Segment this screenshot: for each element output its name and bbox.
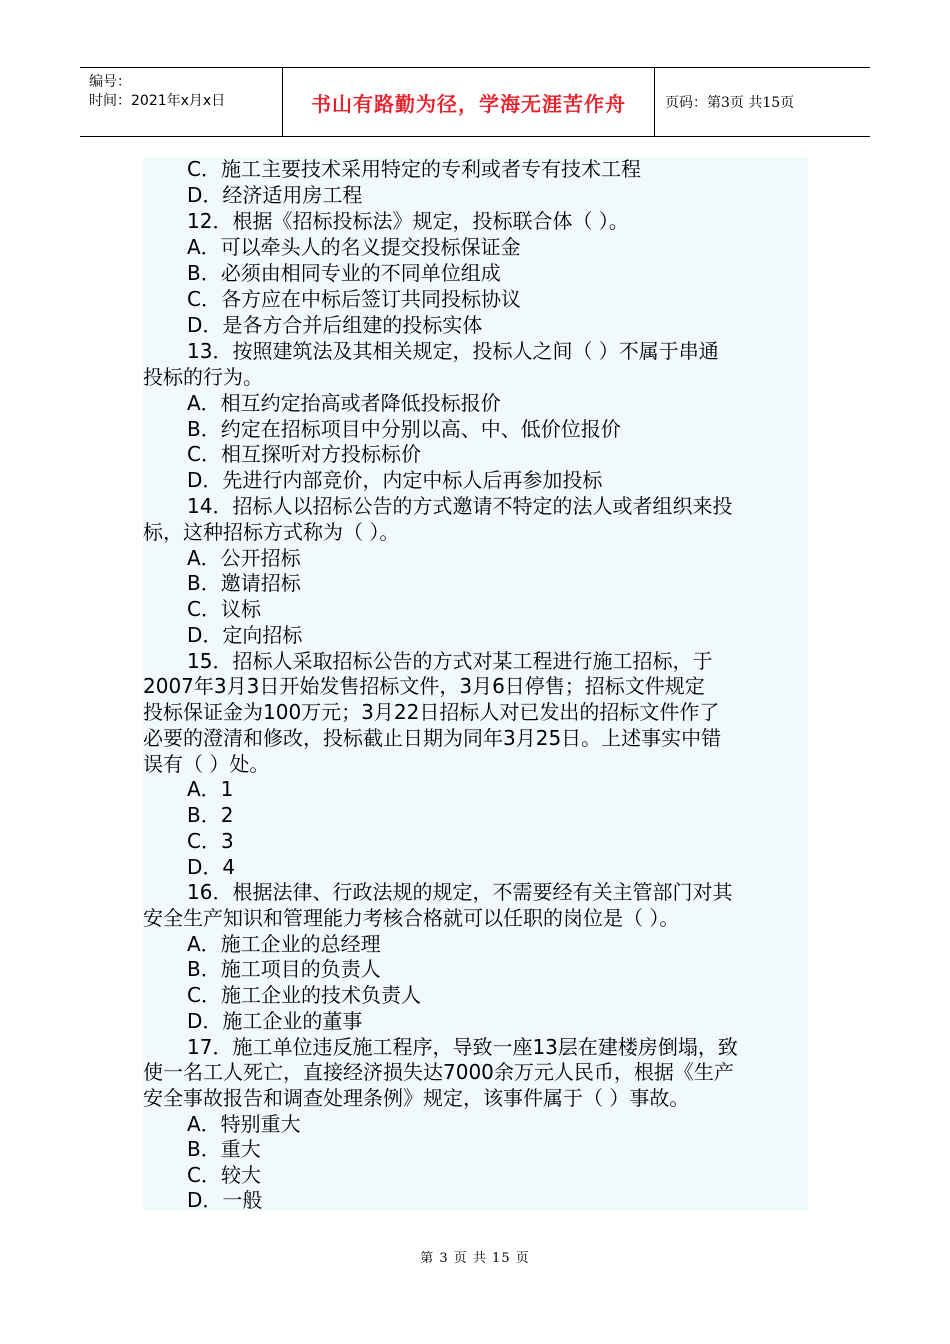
text-line: B．2	[187, 803, 234, 827]
text-line: 投标的行为。	[143, 365, 263, 389]
text-line: D．施工企业的董事	[187, 1009, 363, 1033]
text-line: 13．按照建筑法及其相关规定，投标人之间（ ）不属于串通	[187, 339, 719, 363]
text-line: C．3	[187, 829, 234, 853]
text-line: 必要的澄清和修改，投标截止日期为同年3月25日。上述事实中错	[143, 726, 722, 750]
text-line: A．公开招标	[187, 546, 301, 570]
text-line: C．议标	[187, 597, 261, 621]
text-line: C．施工主要技术采用特定的专利或者专有技术工程	[187, 157, 641, 181]
text-line: C．各方应在中标后签订共同投标协议	[187, 287, 521, 311]
text-line: D．经济适用房工程	[187, 183, 363, 207]
text-line: 安全生产知识和管理能力考核合格就可以任职的岗位是（ ）。	[143, 906, 680, 930]
text-line: A．相互约定抬高或者降低投标报价	[187, 391, 501, 415]
text-line: 15．招标人采取招标公告的方式对某工程进行施工招标，于	[187, 649, 713, 673]
text-line: 标，这种招标方式称为（ ）。	[143, 520, 400, 544]
text-line: D．是各方合并后组建的投标实体	[187, 313, 483, 337]
page-footer: 第 3 页 共 15 页	[420, 1251, 530, 1266]
text-line: B．必须由相同专业的不同单位组成	[187, 261, 501, 285]
question-content	[143, 157, 808, 1211]
text-line: 投标保证金为100万元；3月22日招标人对已发出的招标文件作了	[143, 700, 720, 724]
text-line: 14．招标人以招标公告的方式邀请不特定的法人或者组织来投	[187, 494, 733, 518]
text-line: 12．根据《招标投标法》规定，投标联合体（ ）。	[187, 209, 629, 233]
text-line: C．相互探听对方投标标价	[187, 442, 421, 466]
text-line: 16．根据法律、行政法规的规定，不需要经有关主管部门对其	[187, 880, 733, 904]
text-line: D．定向招标	[187, 623, 303, 647]
text-line: 误有（ ）处。	[143, 752, 270, 776]
text-line: D．先进行内部竞价，内定中标人后再参加投标	[187, 468, 603, 492]
text-line: C．施工企业的技术负责人	[187, 983, 421, 1007]
text-line: A．施工企业的总经理	[187, 932, 381, 956]
document-number-label: 编号：	[89, 74, 131, 90]
text-line: A．可以牵头人的名义提交投标保证金	[187, 235, 521, 259]
document-time-label: 时间：2021年x月x日	[89, 93, 226, 109]
text-line: 安全事故报告和调查处理条例》规定，该事件属于（ ）事故。	[143, 1086, 690, 1110]
text-line: B．施工项目的负责人	[187, 957, 381, 981]
header-page-info: 页码：第3页 共15页	[665, 95, 795, 111]
text-line: D．4	[187, 855, 236, 879]
text-line: C．较大	[187, 1163, 261, 1187]
header-motto: 书山有路勤为径，学海无涯苦作舟	[282, 68, 655, 136]
text-line: 2007年3月3日开始发售招标文件，3月6日停售；招标文件规定	[143, 674, 705, 698]
header-meta	[80, 68, 282, 136]
text-line: B．邀请招标	[187, 571, 301, 595]
text-line: D．一般	[187, 1188, 263, 1212]
text-line: 17．施工单位违反施工程序，导致一座13层在建楼房倒塌，致	[187, 1035, 738, 1059]
page-header	[80, 67, 870, 137]
text-line: B．重大	[187, 1137, 261, 1161]
text-line: A．特别重大	[187, 1112, 301, 1136]
text-line: A．1	[187, 777, 234, 801]
text-line: B．约定在招标项目中分别以高、中、低价位报价	[187, 417, 621, 441]
text-line: 使一名工人死亡，直接经济损失达7000余万元人民币，根据《生产	[143, 1060, 734, 1084]
